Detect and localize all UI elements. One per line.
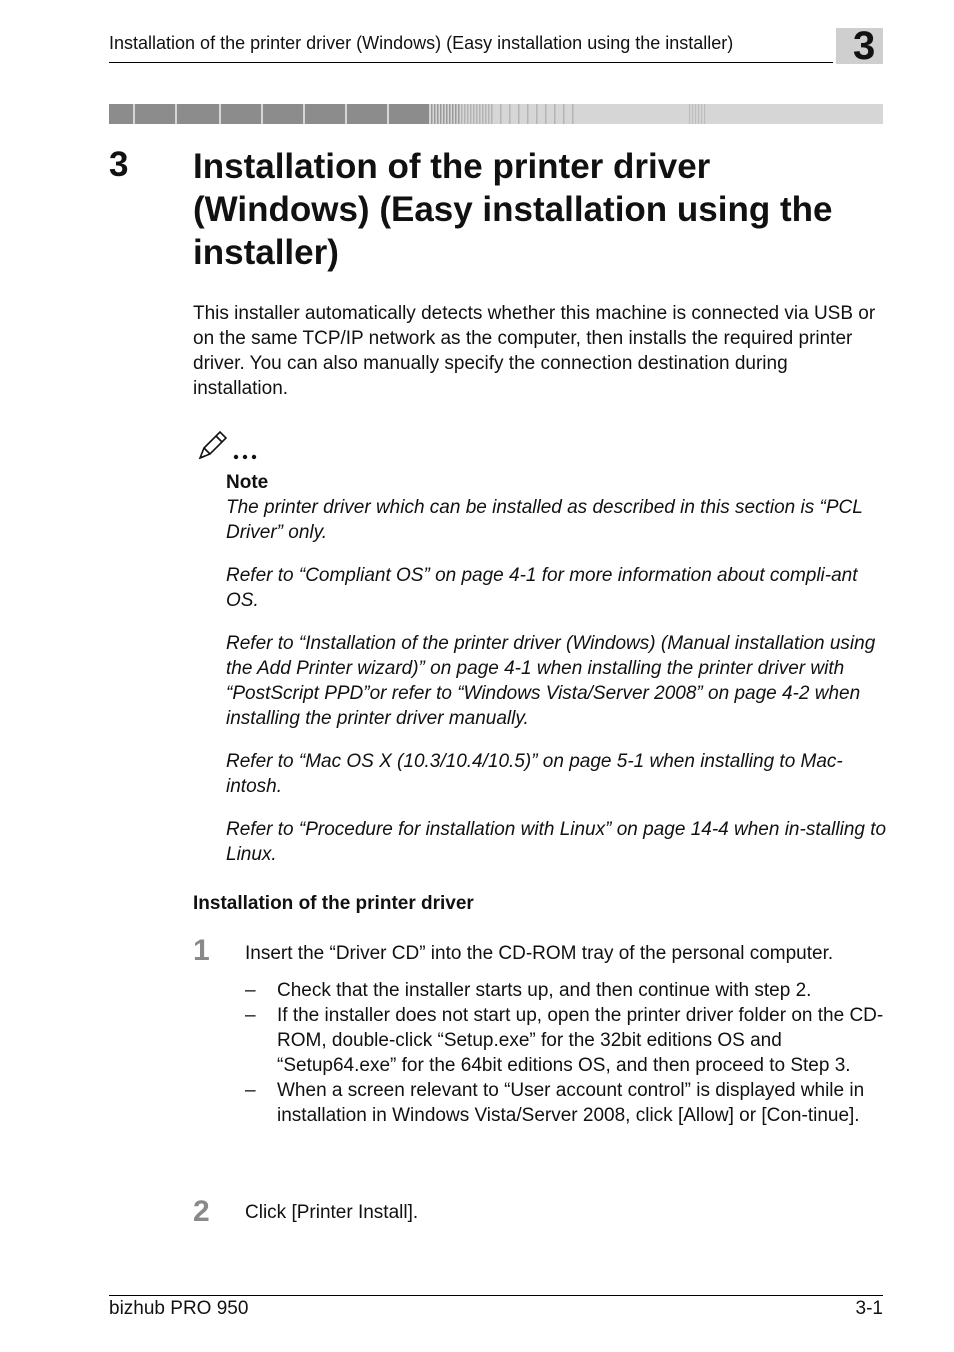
note-paragraph: Refer to “Mac OS X (10.3/10.4/10.5)” on page 5-1 when installing to Mac-intosh.: [226, 751, 843, 797]
header-rule: [109, 62, 833, 63]
note-block: [226, 470, 890, 885]
step-bullet-list: [245, 978, 885, 1128]
list-item: [245, 1003, 885, 1078]
bullet-marker: –: [245, 1005, 256, 1026]
pencil-note-icon: [196, 428, 260, 464]
chapter-band-graphic: [109, 104, 883, 124]
note-paragraph: Refer to “Procedure for installation with Linux” on page 14-4 when in-stalling to Linux.: [226, 819, 887, 865]
bullet-text: If the installer does not start up, open the printer driver folder on the CD-ROM, double-click “Setup.exe” for the 32bit editions OS and “Setup64.exe” for the 64bit editions OS, and then proceed to Step 3.: [277, 1005, 884, 1076]
footer-rule: [109, 1295, 883, 1296]
note-paragraph: The printer driver which can be installed as described in this section is “PCL Driver” only.: [226, 497, 863, 543]
step-number: 2: [193, 1195, 210, 1228]
note-paragraph: Refer to “Installation of the printer driver (Windows) (Manual installation using the Add Printer wizard)” on page 4-1 when installing the printer driver with “PostScript PPD”or refer to “Windows Vista/Server 2008” on page 4-2 when installing the printer driver manually.: [226, 633, 876, 729]
list-item: [245, 978, 885, 1003]
note-paragraph: Refer to “Compliant OS” on page 4-1 for more information about compli-ant OS.: [226, 565, 858, 611]
step-text: Click [Printer Install].: [245, 1202, 419, 1223]
step-text: Insert the “Driver CD” into the CD-ROM tray of the personal computer.: [245, 943, 834, 964]
running-header-title: Installation of the printer driver (Windows) (Easy installation using the installer): [109, 33, 734, 53]
chapter-title: Installation of the printer driver (Windows) (Easy installation using the installer): [193, 147, 833, 272]
bullet-text: Check that the installer starts up, and then continue with step 2.: [277, 980, 812, 1001]
footer-product-name: bizhub PRO 950: [109, 1298, 249, 1319]
section-heading: Installation of the printer driver: [193, 893, 474, 914]
chapter-tab-number: 3: [853, 24, 876, 68]
intro-paragraph: This installer automatically detects whether this machine is connected via USB or on the same TCP/IP network as the computer, then installs the required printer driver. You can also manually specify the connection destination during installation.: [193, 303, 876, 399]
list-item: [245, 1078, 885, 1128]
bullet-marker: –: [245, 1080, 256, 1101]
chapter-title-number: 3: [109, 145, 129, 184]
bullet-marker: –: [245, 980, 256, 1001]
bullet-text: When a screen relevant to “User account control” is displayed while in installation in Windows Vista/Server 2008, click [Allow] or [Con-tinue].: [277, 1080, 865, 1126]
footer-page-number: 3-1: [855, 1298, 883, 1319]
note-label: Note: [226, 472, 269, 493]
step-number: 1: [193, 934, 210, 967]
